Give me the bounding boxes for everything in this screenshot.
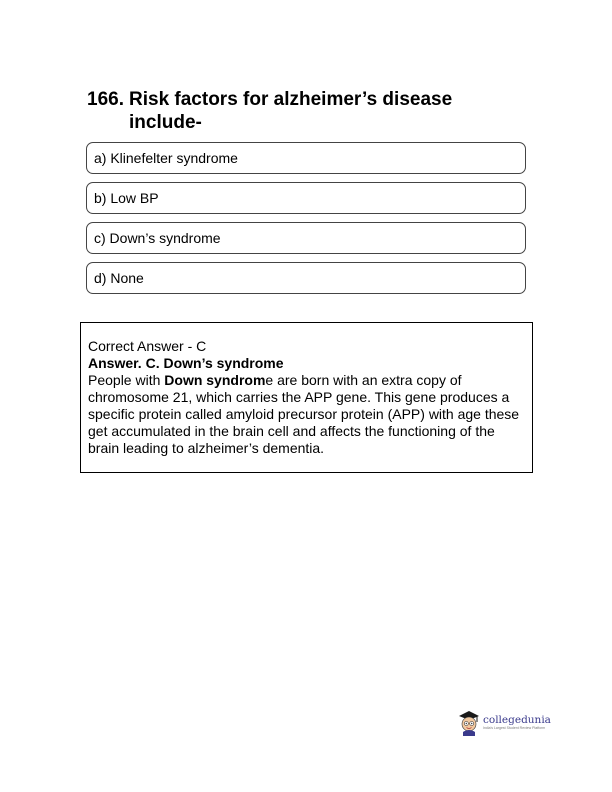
option-a-label: a) Klinefelter syndrome <box>94 150 238 166</box>
explanation-start: People with <box>88 372 165 388</box>
answer-explanation <box>88 372 525 457</box>
mascot-icon <box>457 708 481 736</box>
option-a[interactable] <box>86 142 526 174</box>
collegedunia-logo <box>457 706 559 738</box>
option-b-label: b) Low BP <box>94 190 159 206</box>
question-number: 166. <box>87 89 124 110</box>
answer-heading: Answer. C. Down’s syndrome <box>88 355 284 371</box>
answer-box <box>80 322 533 473</box>
explanation-bold: Down syndrom <box>164 372 266 388</box>
option-d[interactable] <box>86 262 526 294</box>
option-c[interactable] <box>86 222 526 254</box>
explanation-rest: e are born with an extra copy of chromosome 21, which carries the APP gene. This gene produces a specific protein called amyloid precursor protein (APP) with age these get accumulated in the brain cell and affects the functioning of the brain leading to alzheimer’s dementia. <box>88 372 520 456</box>
option-d-label: d) None <box>94 270 144 286</box>
option-b[interactable] <box>86 182 526 214</box>
question-heading <box>87 88 527 134</box>
options-list <box>86 142 526 302</box>
option-c-label: c) Down’s syndrome <box>94 230 221 246</box>
correct-answer-line: Correct Answer - C <box>88 338 207 354</box>
question-text: Risk factors for alzheimer’s disease include- <box>129 89 453 133</box>
logo-tagline: India's Largest Student Review Platform <box>483 725 546 730</box>
logo-name: collegedunia <box>483 713 551 726</box>
